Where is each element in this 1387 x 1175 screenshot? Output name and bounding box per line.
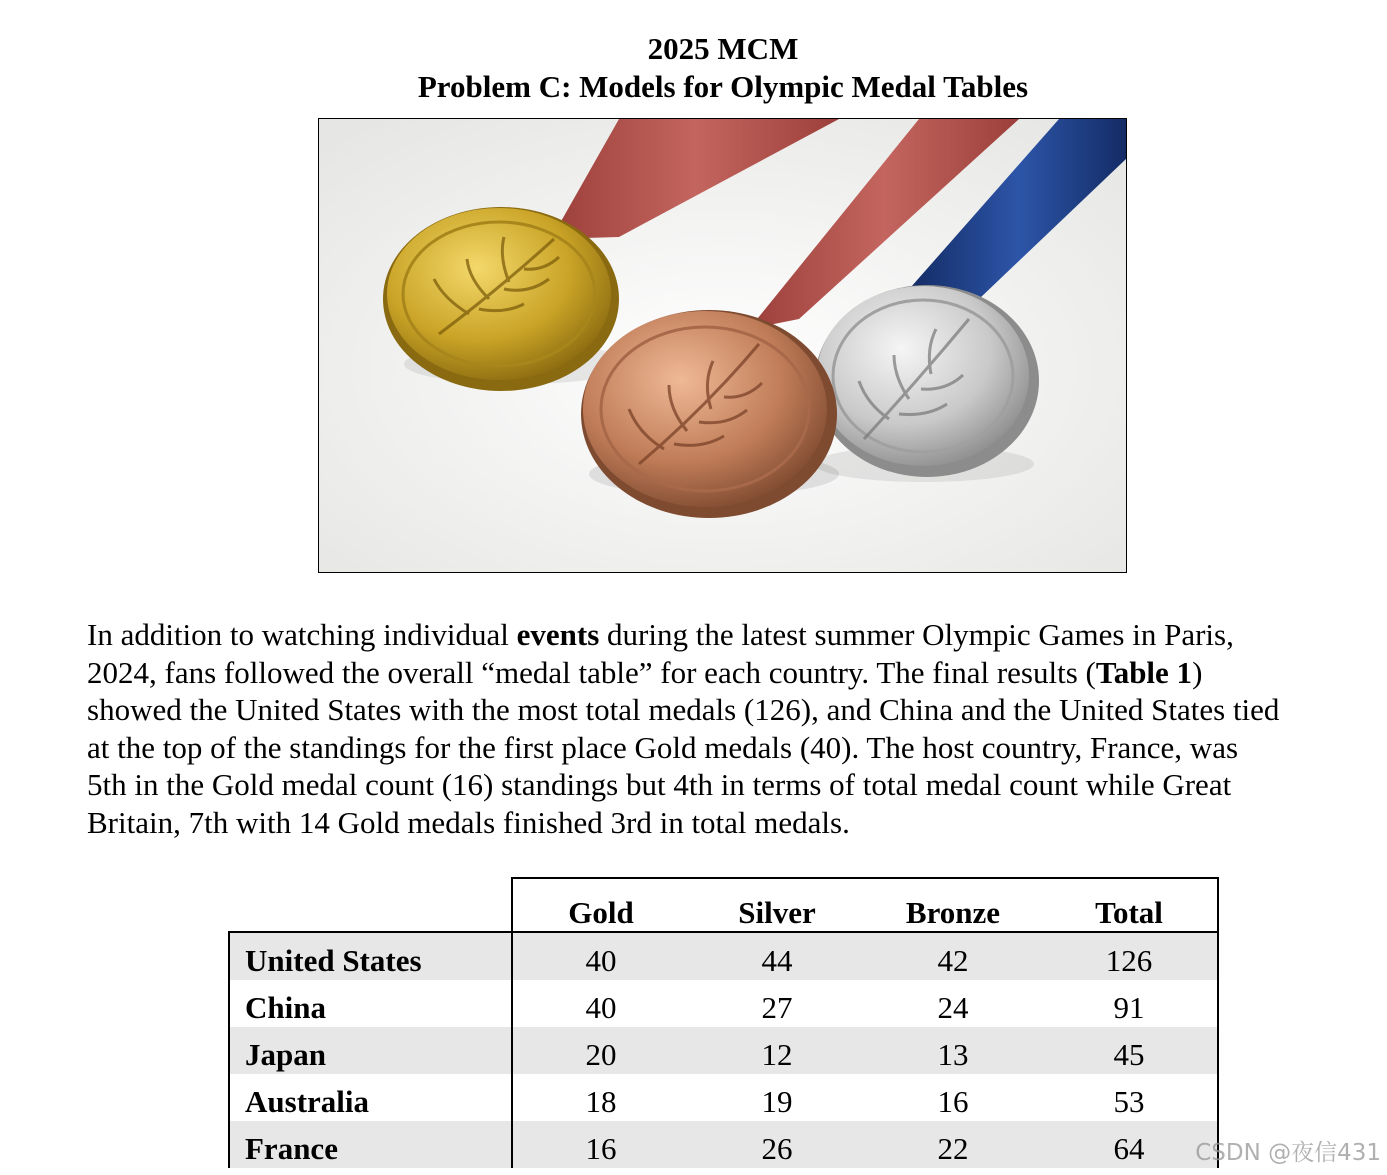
bronze-cell: 22 xyxy=(865,1121,1041,1168)
medals-figure xyxy=(318,118,1127,573)
country-cell: Japan xyxy=(229,1027,512,1074)
header-gold: Gold xyxy=(512,878,689,932)
table-row xyxy=(229,1074,1218,1121)
silver-cell: 44 xyxy=(689,932,865,980)
header-total: Total xyxy=(1041,878,1218,932)
table-row xyxy=(229,1027,1218,1074)
silver-cell: 26 xyxy=(689,1121,865,1168)
country-cell: France xyxy=(229,1121,512,1168)
table-header-row xyxy=(229,878,1218,932)
table-row xyxy=(229,932,1218,980)
title-block xyxy=(0,30,1387,106)
bold-events: events xyxy=(516,617,600,652)
gold-cell: 20 xyxy=(512,1027,689,1074)
gold-cell: 40 xyxy=(512,932,689,980)
table-row xyxy=(229,1121,1218,1168)
table-row xyxy=(229,980,1218,1027)
para-line-4: at the top of the standings for the first place Gold medals (40). The host country, France, was xyxy=(87,729,1239,765)
silver-cell: 19 xyxy=(761,1084,793,1119)
bronze-cell: 13 xyxy=(865,1027,1041,1074)
gold-cell: 40 xyxy=(585,990,617,1025)
contest-title: 2025 MCM xyxy=(647,31,799,66)
total-cell: 45 xyxy=(1041,1027,1218,1074)
bold-table-ref: Table 1 xyxy=(1095,654,1193,690)
para-line-5: 5th in the Gold medal count (16) standings but 4th in terms of total medal count while Great xyxy=(87,767,1232,802)
country-cell: United States xyxy=(229,932,512,980)
watermark: CSDN @夜信431 xyxy=(1195,1140,1381,1166)
gold-cell: 16 xyxy=(512,1121,689,1168)
total-cell: 53 xyxy=(1041,1074,1218,1121)
medal-table xyxy=(228,877,1219,1168)
problem-title: Problem C: Models for Olympic Medal Tables xyxy=(417,69,1029,104)
header-silver: Silver xyxy=(689,878,865,932)
para-line-3: showed the United States with the most total medals (126), and China and the United States tied xyxy=(87,692,1280,727)
total-cell: 64 xyxy=(1041,1121,1218,1168)
para-line-2: 2024, fans followed the overall “medal table” for each country. The final results (Table 1) xyxy=(87,654,1203,690)
total-cell: 91 xyxy=(1041,980,1218,1027)
total-cell: 126 xyxy=(1041,932,1218,980)
silver-cell: 27 xyxy=(761,990,793,1025)
header-bronze: Bronze xyxy=(865,878,1041,932)
bronze-cell: 16 xyxy=(937,1084,969,1119)
table-corner xyxy=(229,878,512,932)
gold-cell: 18 xyxy=(585,1084,617,1119)
para-line-1: In addition to watching individual events during the latest summer Olympic Games in Paris, xyxy=(87,617,1234,652)
country-cell: China xyxy=(229,980,512,1027)
bronze-cell: 24 xyxy=(937,990,969,1025)
bronze-cell: 42 xyxy=(865,932,1041,980)
silver-cell: 12 xyxy=(689,1027,865,1074)
para-line-6: Britain, 7th with 14 Gold medals finished 3rd in total medals. xyxy=(87,804,850,840)
olympic-medals-photo-icon xyxy=(319,119,1126,572)
country-cell: Australia xyxy=(229,1074,512,1121)
intro-paragraph xyxy=(87,616,1357,841)
